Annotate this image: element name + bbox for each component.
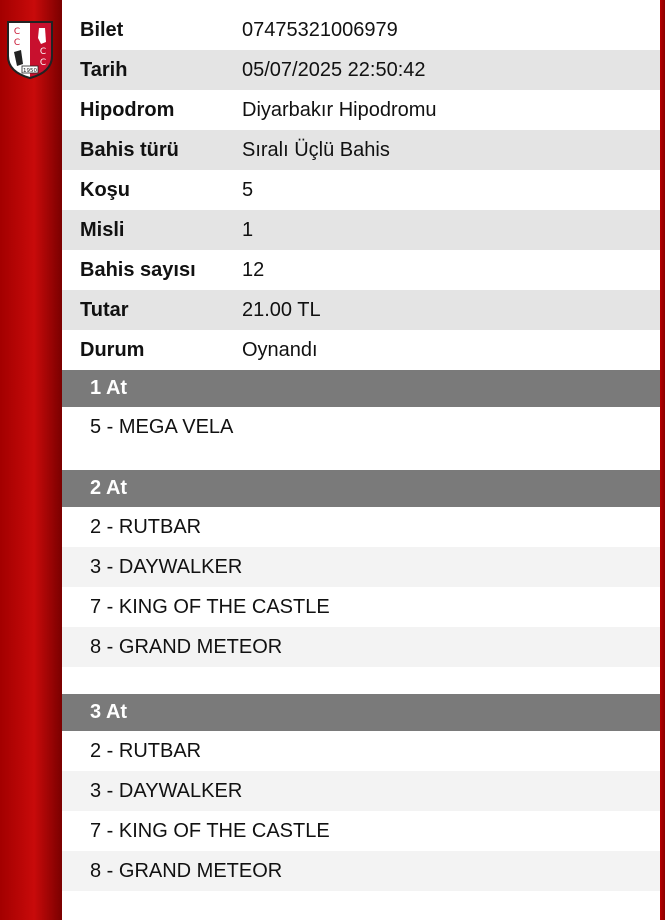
ticket-detail-panel bbox=[62, 0, 660, 920]
ticket-info-label: Misli bbox=[80, 218, 125, 241]
svg-text:C: C bbox=[13, 38, 21, 48]
horse-list-item: 7 - KING OF THE CASTLE bbox=[90, 819, 330, 842]
ticket-info-label: Durum bbox=[80, 338, 145, 361]
ticket-info-row bbox=[62, 290, 660, 330]
ticket-info-row bbox=[62, 170, 660, 210]
ticket-info-row bbox=[62, 210, 660, 250]
ticket-info-value: 21.00 TL bbox=[242, 298, 321, 321]
horse-section bbox=[62, 694, 660, 891]
horse-list-item: 5 - MEGA VELA bbox=[90, 415, 234, 438]
ticket-info-label: Tutar bbox=[80, 298, 129, 321]
ticket-info-row bbox=[62, 90, 660, 130]
svg-text:C: C bbox=[39, 58, 47, 68]
horse-list-item: 8 - GRAND METEOR bbox=[62, 627, 660, 667]
ticket-info-value: Diyarbakır Hipodromu bbox=[242, 98, 437, 121]
horse-list-item: 2 - RUTBAR bbox=[90, 515, 202, 538]
ticket-info-label: Koşu bbox=[80, 178, 130, 201]
ticket-info-row bbox=[62, 130, 660, 170]
horse-list-item: 2 - RUTBAR bbox=[90, 739, 202, 762]
ticket-info-value: 1 bbox=[242, 218, 254, 241]
horse-selection-sections bbox=[62, 370, 660, 891]
ticket-info-label: Bilet bbox=[80, 18, 124, 41]
section-header: 3 At bbox=[62, 694, 660, 731]
section-header: 2 At bbox=[62, 470, 660, 507]
ticket-info-value: Oynandı bbox=[242, 338, 318, 361]
svg-text:C: C bbox=[39, 47, 47, 57]
horse-list-item: 3 - DAYWALKER bbox=[62, 547, 660, 587]
ticket-info-row bbox=[62, 250, 660, 290]
ticket-info-table bbox=[62, 0, 660, 370]
horse-section bbox=[62, 470, 660, 667]
svg-text:C: C bbox=[13, 27, 21, 37]
section-header: 1 At bbox=[62, 370, 660, 407]
ticket-info-label: Bahis sayısı bbox=[80, 258, 196, 281]
horse-list-item: 8 - GRAND METEOR bbox=[62, 851, 660, 891]
logo-year: 1950 bbox=[23, 68, 37, 74]
ticket-info-label: Bahis türü bbox=[80, 138, 179, 161]
right-edge-strip bbox=[660, 0, 665, 920]
ticket-info-row bbox=[62, 330, 660, 370]
ticket-info-value: 5 bbox=[242, 178, 254, 201]
club-shield-logo-icon bbox=[5, 18, 55, 80]
horse-section bbox=[62, 370, 660, 447]
ticket-info-row bbox=[62, 0, 660, 50]
horse-list-item: 7 - KING OF THE CASTLE bbox=[90, 595, 330, 618]
horse-list-item: 3 - DAYWALKER bbox=[62, 771, 660, 811]
ticket-info-row bbox=[62, 50, 660, 90]
ticket-info-value: Sıralı Üçlü Bahis bbox=[242, 138, 390, 161]
sidebar bbox=[0, 0, 62, 920]
ticket-info-value: 05/07/2025 22:50:42 bbox=[242, 58, 426, 81]
ticket-info-label: Hipodrom bbox=[80, 98, 175, 121]
ticket-info-label: Tarih bbox=[80, 58, 128, 81]
ticket-info-value: 12 bbox=[242, 258, 265, 281]
ticket-info-value: 07475321006979 bbox=[242, 18, 398, 41]
